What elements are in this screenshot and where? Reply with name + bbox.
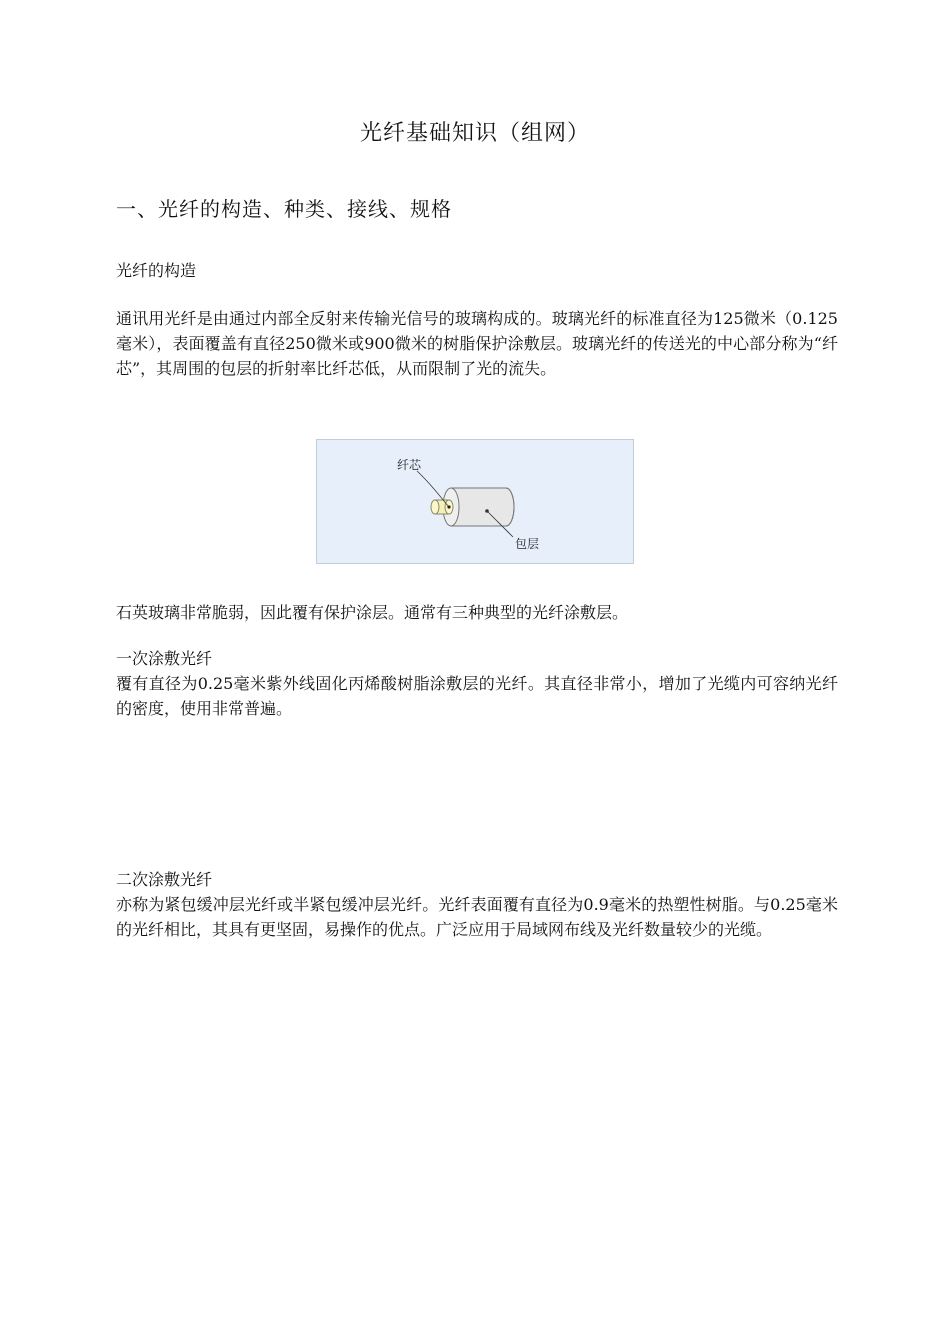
construction-paragraph: 通讯用光纤是由通过内部全反射来传输光信号的玻璃构成的。玻璃光纤的标准直径为125微米（0.125毫米），表面覆盖有直径250微米或900微米的树脂保护涂敷层。玻璃光纤的传送光的中心部分称为“纤芯”，其周围的包层的折射率比纤芯低，从而限制了光的流失。 <box>116 309 838 378</box>
primary-coating-subtitle: 一次涂敷光纤 <box>116 649 213 668</box>
fiber-structure-figure <box>316 439 634 564</box>
fiber-diagram <box>317 440 633 563</box>
primary-coating-paragraph: 覆有直径为0.25毫米紫外线固化丙烯酸树脂涂敷层的光纤。其直径非常小，增加了光缆内可容纳光纤的密度，使用非常普遍。 <box>116 674 838 718</box>
construction-subtitle: 光纤的构造 <box>116 261 197 280</box>
page-title: 光纤基础知识（组网） <box>359 121 590 146</box>
coating-intro-paragraph: 石英玻璃非常脆弱，因此覆有保护涂层。通常有三种典型的光纤涂敷层。 <box>116 603 629 622</box>
secondary-coating-subtitle: 二次涂敷光纤 <box>116 870 213 889</box>
core-label: 纤芯 <box>397 458 422 472</box>
cladding-cylinder <box>451 488 514 526</box>
cladding-label: 包层 <box>515 537 540 551</box>
secondary-coating-paragraph: 亦称为紧包缓冲层光纤或半紧包缓冲层光纤。光纤表面覆有直径为0.9毫米的热塑性树脂。与0.25毫米的光纤相比，其具有更坚固，易操作的优点。广泛应用于局域网布线及光纤数量较少的光缆。 <box>116 895 838 939</box>
section-heading: 一、光纤的构造、种类、接线、规格 <box>116 197 452 221</box>
